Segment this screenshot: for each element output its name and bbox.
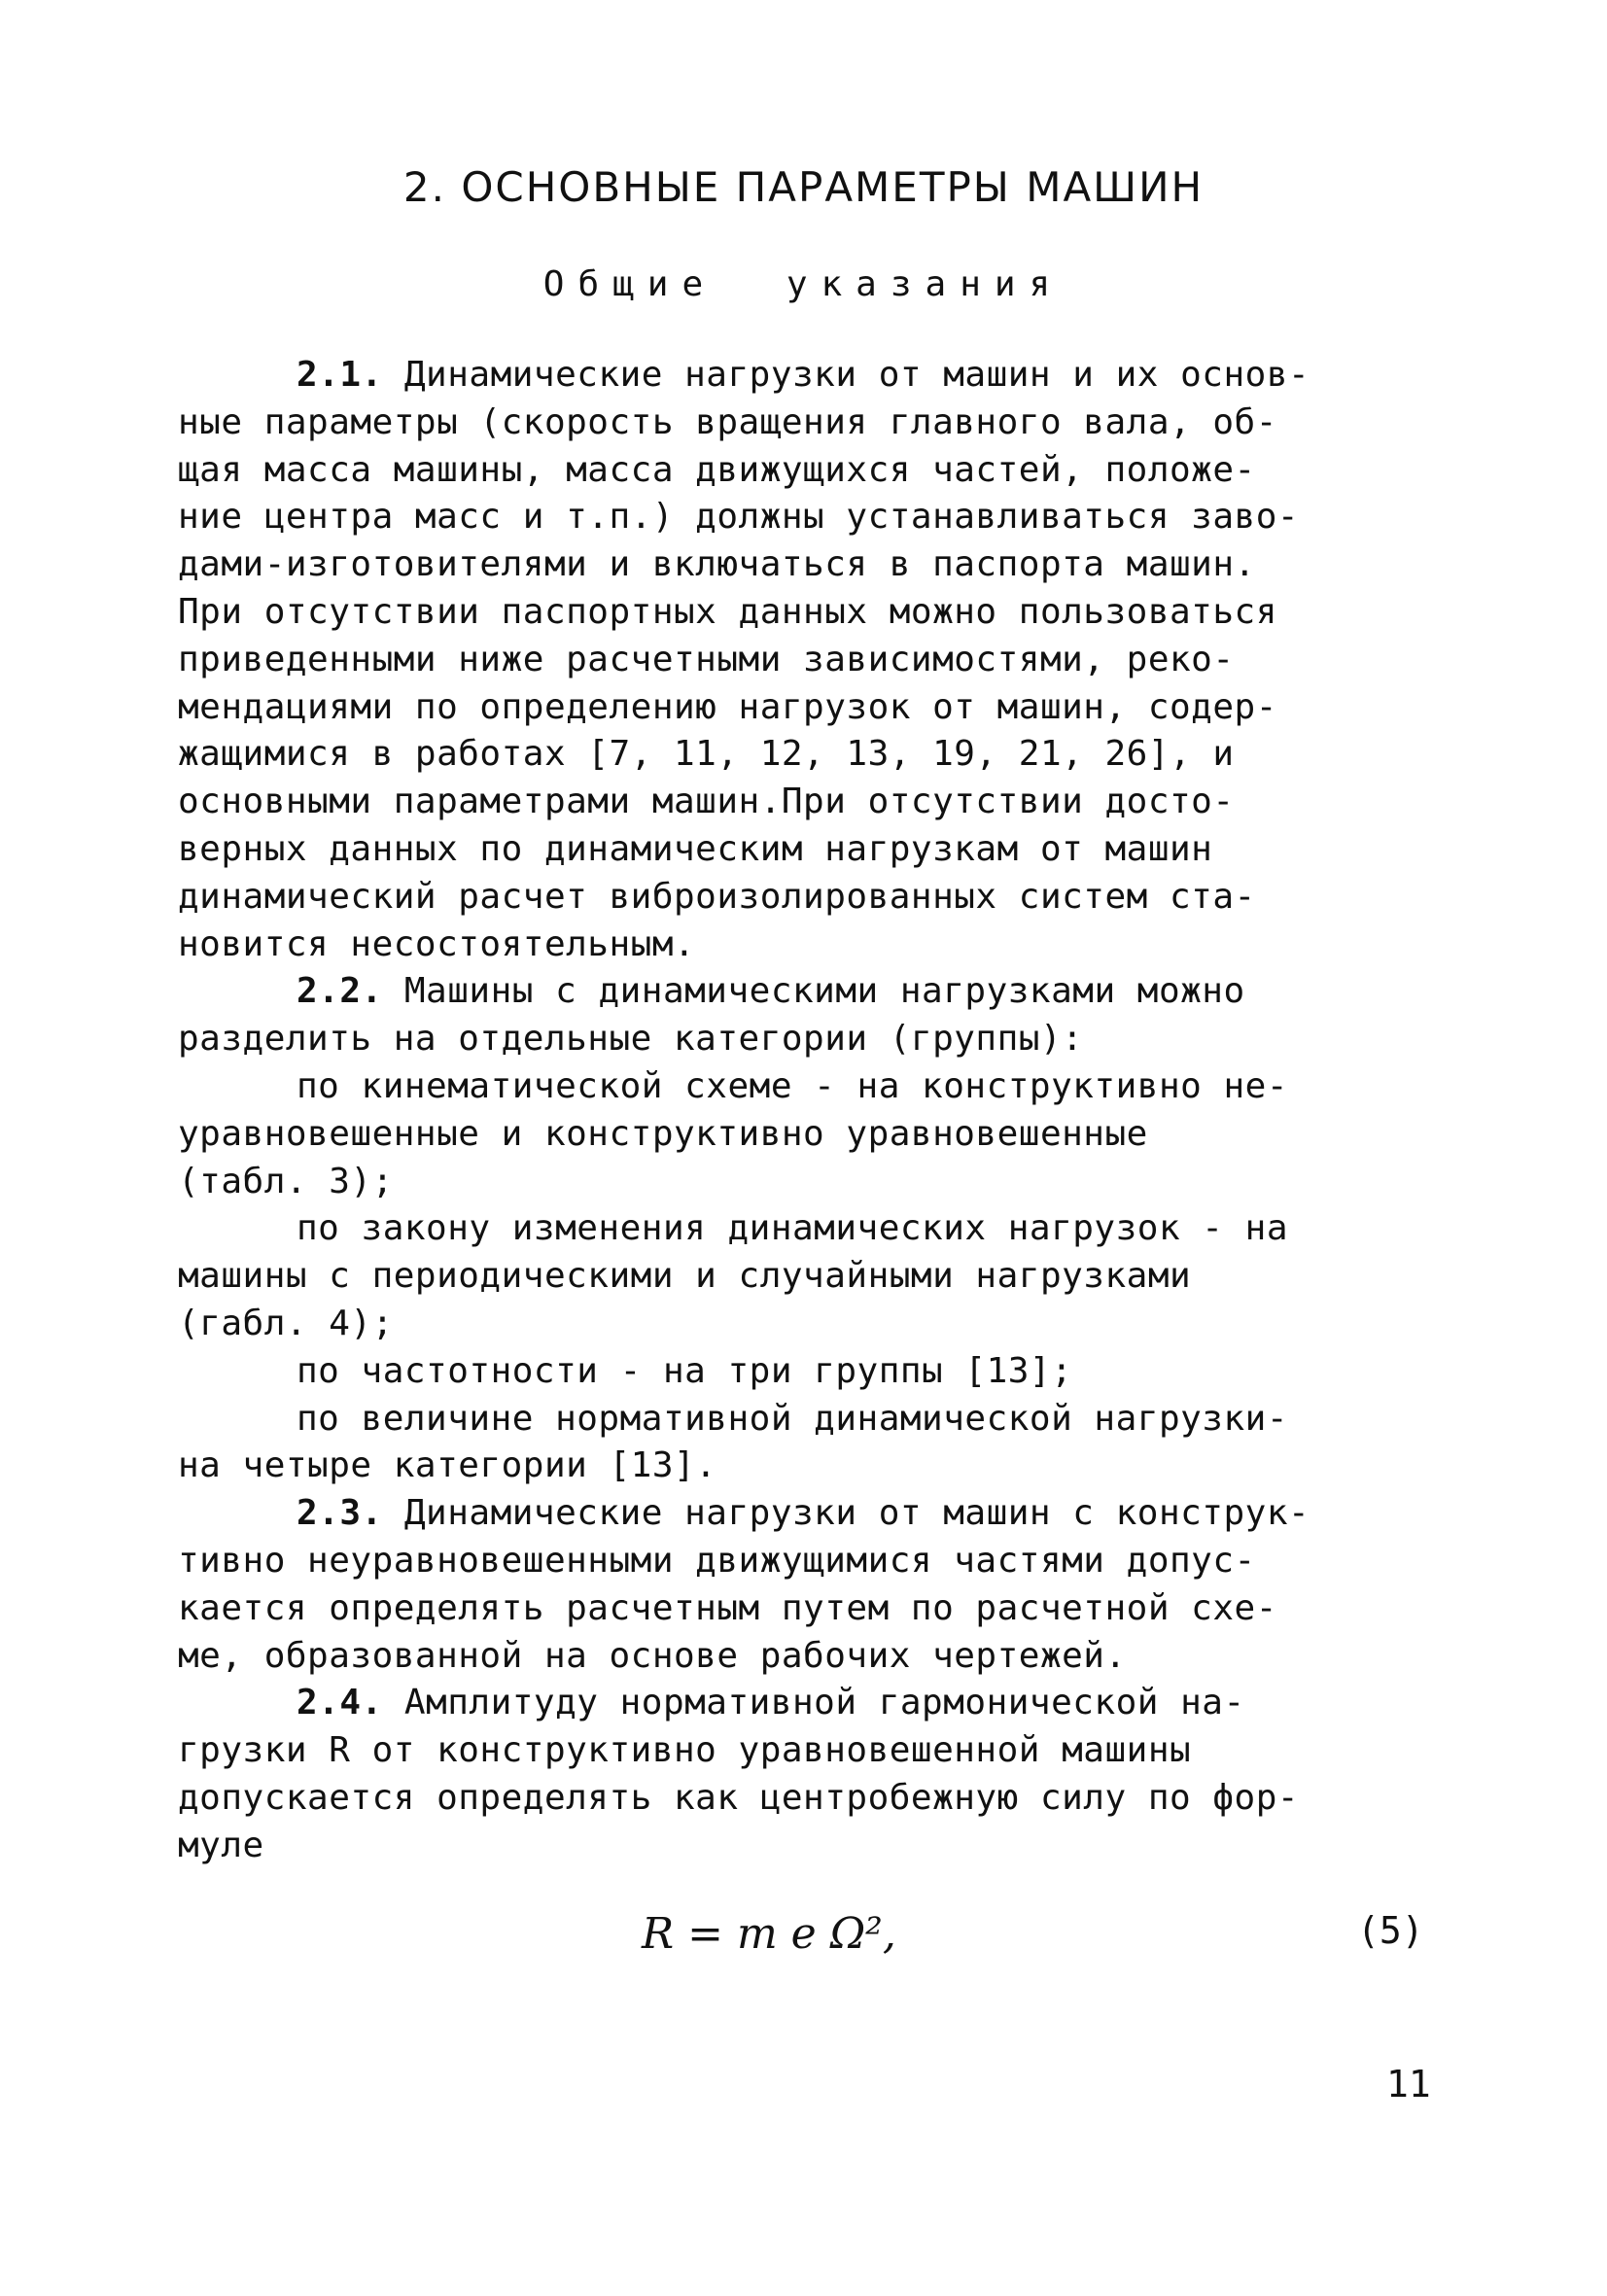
- line-text: машины с периодическими и случайными нагрузками: [178, 1256, 1192, 1297]
- section-subtitle: Общие указания: [542, 264, 1065, 304]
- text-line: [178, 1111, 1148, 1158]
- line-text: (габл. 4);: [178, 1304, 394, 1343]
- line-text: (табл. 3);: [178, 1161, 394, 1201]
- text-line: [178, 589, 1277, 636]
- text-line: [178, 1253, 1191, 1300]
- line-text: по закону изменения динамических нагрузок - на: [297, 1208, 1288, 1249]
- text-line: [178, 400, 1277, 446]
- text-line: [178, 1823, 264, 1869]
- text-line: [297, 1205, 1288, 1252]
- page-number: 11: [1386, 2063, 1431, 2105]
- text-line: [297, 968, 1245, 1015]
- line-text: ние центра масс и т.п.) должны устанавливаться заво-: [178, 497, 1300, 538]
- text-line: [178, 731, 1235, 778]
- line-text: допускается определять как центробежную силу по фор-: [178, 1778, 1300, 1818]
- line-text: новится несостоятельным.: [178, 923, 696, 964]
- text-line: [178, 1585, 1277, 1632]
- text-line: [297, 1490, 1310, 1537]
- text-line: [178, 1727, 1191, 1774]
- clause-number: 2.2.: [297, 971, 383, 1012]
- line-text: мендациями по определению нагрузок от машин, содер-: [178, 686, 1277, 727]
- line-text: по частотности - на три группы [13];: [297, 1350, 1073, 1391]
- line-text: грузки R от конструктивно уравновешенной машины: [178, 1730, 1192, 1771]
- line-text: щая масса машины, масса движущихся частей, положе-: [178, 449, 1256, 490]
- text-line: [178, 447, 1256, 494]
- line-text: тивно неуравновешенными движущимися частями допус-: [178, 1541, 1256, 1581]
- text-line: [297, 1396, 1288, 1443]
- clause-number: 2.4.: [297, 1683, 383, 1723]
- line-text: динамический расчет виброизолированных систем ста-: [178, 876, 1256, 917]
- section-title: 2. ОСНОВНЫЕ ПАРАМЕТРЫ МАШИН: [402, 163, 1205, 211]
- text-line: [178, 684, 1277, 731]
- text-line: [178, 1775, 1299, 1822]
- line-text: Амплитуду нормативной гармонической на-: [382, 1683, 1245, 1723]
- text-line: [178, 637, 1235, 683]
- line-text: по кинематической схеме - на конструктивно не-: [297, 1066, 1288, 1106]
- clause-number: 2.3.: [297, 1493, 383, 1534]
- line-text: ме, образованной на основе рабочих чертежей.: [178, 1635, 1127, 1676]
- text-line: [178, 779, 1235, 825]
- text-line: [178, 1633, 1127, 1680]
- equation-number: (5): [1357, 1909, 1424, 1952]
- text-line: [178, 1443, 716, 1489]
- line-text: уравновешенные и конструктивно уравновешенные: [178, 1113, 1148, 1154]
- clause-number: 2.1.: [297, 355, 383, 395]
- text-line: [178, 494, 1299, 540]
- line-text: дами-изготовителями и включаться в паспорта машин.: [178, 544, 1256, 585]
- line-text: ные параметры (скорость вращения главного вала, об-: [178, 401, 1277, 442]
- text-line: [178, 1538, 1256, 1584]
- line-text: на четыре категории [13].: [178, 1445, 717, 1486]
- line-text: При отсутствии паспортных данных можно пользоваться: [178, 592, 1277, 632]
- line-text: Динамические нагрузки от машин с конструк-: [382, 1493, 1310, 1534]
- text-line: [297, 1680, 1245, 1726]
- text-line: [178, 874, 1256, 921]
- line-text: разделить на отдельные категории (группы):: [178, 1019, 1084, 1060]
- line-text: кается определять расчетным путем по расчетной схе-: [178, 1587, 1277, 1628]
- line-text: жащимися в работах [7, 11, 12, 13, 19, 21, 26], и: [178, 734, 1235, 775]
- text-line: [178, 1159, 394, 1205]
- text-line: [178, 1016, 1083, 1062]
- text-line: [297, 352, 1310, 399]
- text-line: [178, 826, 1212, 873]
- text-line: [178, 1301, 394, 1347]
- formula: R = m e Ω²,: [642, 1909, 896, 1959]
- text-line: [178, 541, 1256, 588]
- line-text: муле: [178, 1825, 264, 1865]
- line-text: по величине нормативной динамической нагрузки-: [297, 1398, 1288, 1439]
- text-line: [297, 1348, 1072, 1395]
- text-line: [297, 1063, 1288, 1110]
- line-text: приведенными ниже расчетными зависимостями, реко-: [178, 639, 1235, 679]
- line-text: Динамические нагрузки от машин и их основ-: [382, 355, 1310, 395]
- line-text: верных данных по динамическим нагрузкам от машин: [178, 829, 1213, 869]
- line-text: основными параметрами машин.При отсутствии досто-: [178, 782, 1235, 822]
- line-text: Машины с динамическими нагрузками можно: [382, 971, 1245, 1012]
- text-line: [178, 922, 695, 968]
